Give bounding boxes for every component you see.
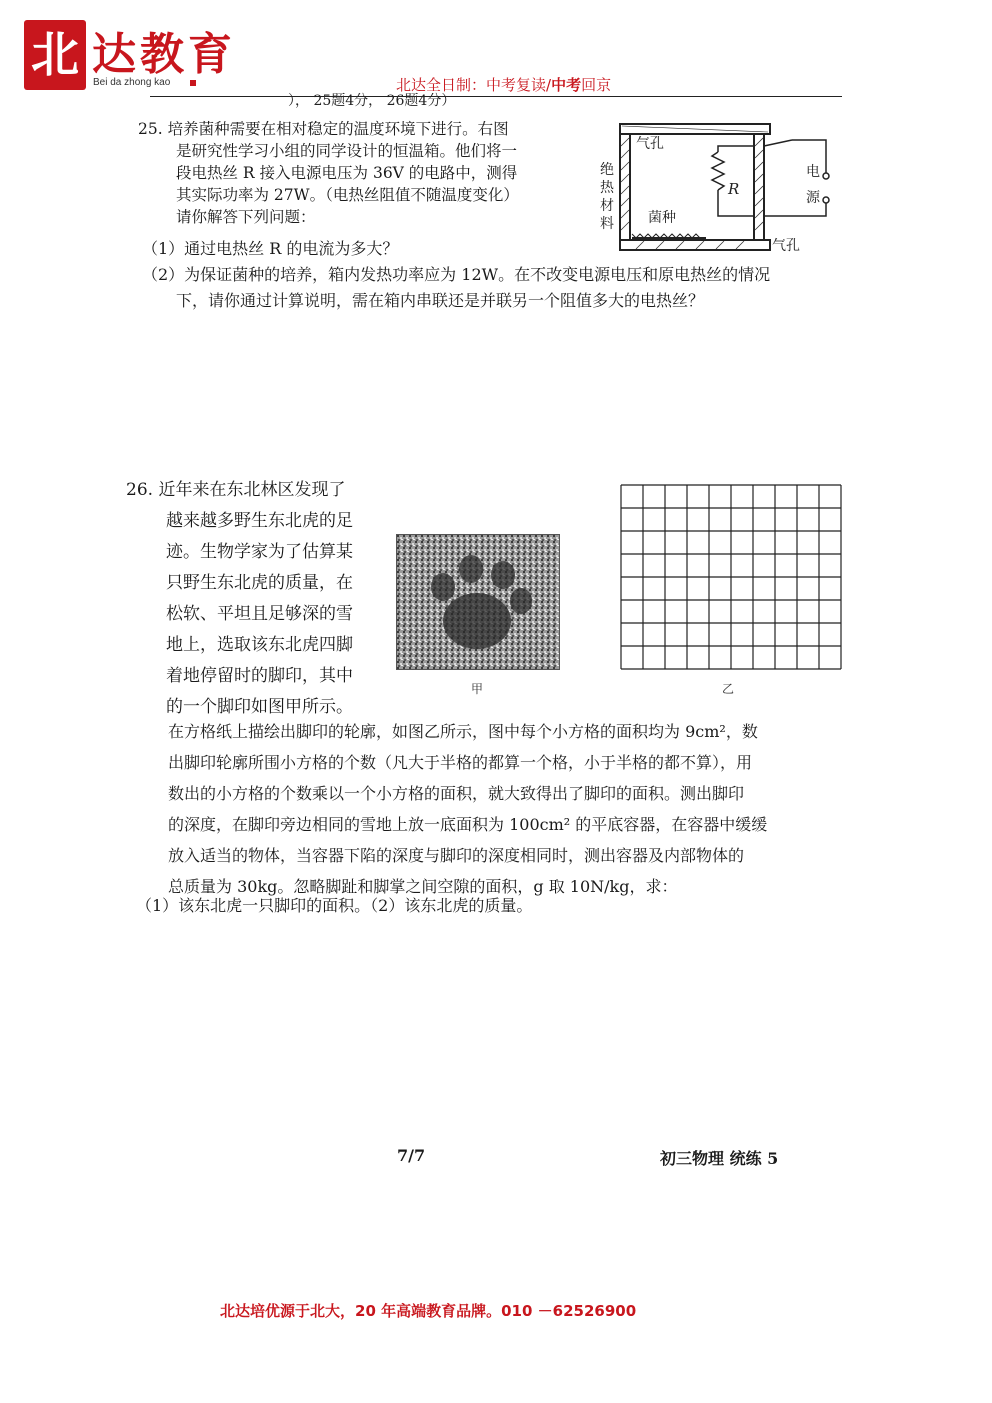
q26-line: 着地停留时的脚印，其中 xyxy=(166,666,353,686)
q26-stem-narrow xyxy=(126,475,396,723)
q26-line: 迹。生物学家为了估算某 xyxy=(166,542,353,562)
power-label-2: 源 xyxy=(806,190,820,206)
resistor-label: R xyxy=(728,180,740,198)
q26-wide-line: 出脚印轮廓所围小方格的个数（凡大于半格的都算一个格，小于半格的都不算），用 xyxy=(168,753,753,772)
q25-line: 25. 培养菌种需要在相对稳定的温度环境下进行。右图 xyxy=(138,120,509,138)
q25-line: 其实际功率为 27W。（电热丝阻值不随温度变化） xyxy=(176,186,519,204)
air-hole-top-label: 气孔 xyxy=(636,136,664,152)
header-fragment: ）， 25题4分， 26题4分） xyxy=(288,93,456,109)
q25-sub1: （1）通过电热丝 R 的电流为多大？ xyxy=(142,239,399,258)
logo-dot xyxy=(190,80,196,86)
q26-questions: （1）该东北虎一只脚印的面积。（2）该东北虎的质量。 xyxy=(136,896,533,915)
insulation-label-3: 材 xyxy=(600,198,614,214)
subject-label: 初三物理 统练 5 xyxy=(660,1149,779,1168)
q26-line: 只野生东北虎的质量，在 xyxy=(166,573,353,593)
air-hole-bottom-label: 气孔 xyxy=(772,238,800,254)
footprint-photo xyxy=(396,534,560,670)
figure-yi-label: 乙 xyxy=(722,682,735,696)
page-number: 7/7 xyxy=(397,1146,426,1165)
q26-line: 松软、平坦且足够深的雪 xyxy=(166,604,353,624)
q26-wide-line: 的深度，在脚印旁边相同的雪地上放一底面积为 100cm² 的平底容器，在容器中缓缓 xyxy=(168,815,768,834)
q26-line: 26. 近年来在东北林区发现了 xyxy=(126,480,346,500)
q25-sub2-line1: （2）为保证菌种的培养，箱内发热功率应为 12W。在不改变电源电压和原电热丝的情况 xyxy=(142,265,771,284)
q26-wide-line: 总质量为 30kg。忽略脚趾和脚掌之间空隙的面积，g 取 10N/kg，求： xyxy=(168,877,678,896)
header-divider xyxy=(150,96,842,97)
q25-line: 是研究性学习小组的同学设计的恒温箱。他们将一 xyxy=(176,142,518,160)
q26-wide-line: 放入适当的物体，当容器下陷的深度与脚印的深度相同时，测出容器及内部物体的 xyxy=(168,846,745,865)
q26-wide-line: 数出的小方格的个数乘以一个小方格的面积，就大致得出了脚印的面积。测出脚印 xyxy=(168,784,745,803)
q26-line: 地上，选取该东北虎四脚 xyxy=(166,635,353,655)
q26-stem-wide xyxy=(168,716,858,902)
power-label-1: 电 xyxy=(806,164,820,180)
logo-glyph: 北 xyxy=(30,27,79,83)
header-slogan-bold: 中考 xyxy=(551,76,582,94)
culture-label: 菌种 xyxy=(648,210,676,226)
footprint-photo-image xyxy=(397,535,559,669)
insulation-label-4: 料 xyxy=(600,216,614,232)
header-slogan-part1: 北达全日制：中考复读/ xyxy=(396,76,552,94)
logo-mark xyxy=(24,20,86,90)
figure-jia-label: 甲 xyxy=(471,682,484,696)
q25-line: 段电热丝 R 接入电源电压为 36V 的电路中，测得 xyxy=(176,164,518,182)
q26-wide-line: 在方格纸上描绘出脚印的轮廓，如图乙所示，图中每个小方格的面积均为 9cm²，数 xyxy=(168,722,758,741)
grid-paper xyxy=(620,484,842,670)
q25-stem xyxy=(138,118,588,228)
logo-text: 达教育 xyxy=(92,29,236,80)
insulation-label-1: 绝 xyxy=(600,162,614,178)
q26-line: 越来越多野生东北虎的足 xyxy=(166,511,353,531)
q25-sub2-line2: 下，请你通过计算说明，需在箱内串联还是并联另一个阻值多大的电热丝？ xyxy=(176,291,705,310)
q26-line: 的一个脚印如图甲所示。 xyxy=(166,697,353,717)
incubator-diagram xyxy=(596,116,844,256)
header-slogan-part2: 回京 xyxy=(581,76,612,94)
logo-subtitle: Bei da zhong kao xyxy=(93,77,171,88)
footer-slogan: 北达培优源于北大，20 年高端教育品牌。010 －62526900 xyxy=(220,1302,637,1320)
insulation-label-2: 热 xyxy=(600,180,614,196)
q25-line: 请你解答下列问题： xyxy=(176,208,316,226)
